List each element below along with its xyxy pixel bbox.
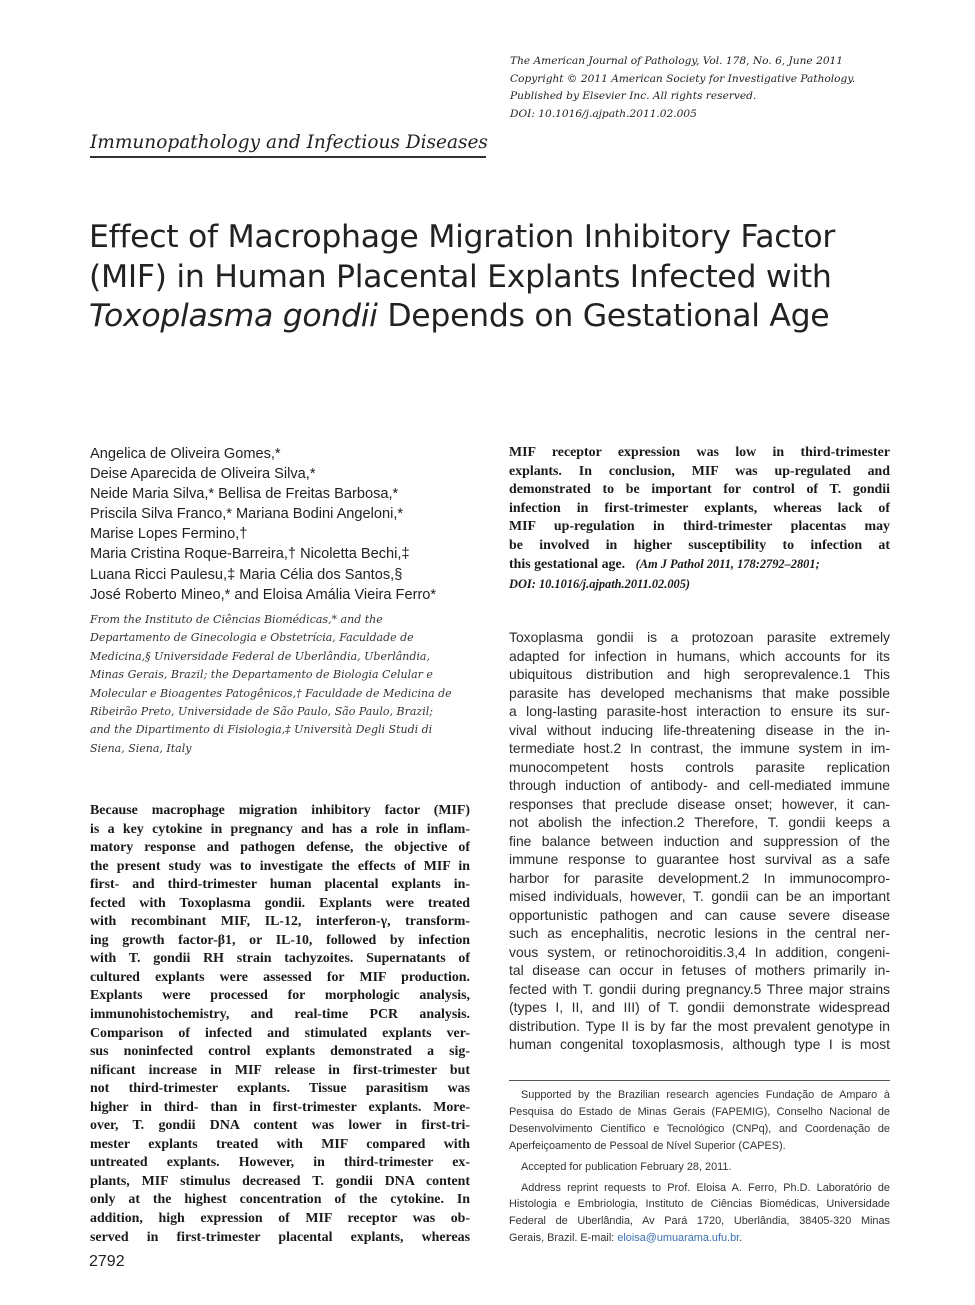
abstract-line: with T. gondii RH strain tachyzoites. Supernatants of [90, 951, 470, 967]
abstract-line: nificant increase in MIF release in first-trimester but [90, 1062, 470, 1078]
affiliation-line: and the Dipartimento di Fisiologia,‡ Università Degli Studi di [90, 723, 433, 737]
body-line: opportunistic pathogen and can cause severe disease [509, 906, 890, 923]
accepted-date: Accepted for publication February 28, 2011. [521, 1160, 732, 1173]
abstract-line: Explants were processed for morphologic analysis, [90, 988, 470, 1004]
abstract-line: MIF up-regulation in third-trimester placentas may [509, 519, 890, 535]
author-line: Neide Maria Silva,* Bellisa de Freitas Barbosa,* [90, 486, 399, 503]
author-line: Angelica de Oliveira Gomes,* [90, 446, 281, 462]
author-line: Priscila Silva Franco,* Mariana Bodini Angeloni,* [90, 506, 404, 523]
author-line: Maria Cristina Roque-Barreira,† Nicoletta Bechi,‡ [90, 546, 410, 563]
funding-line: Supported by the Brazilian research agencies Fundação de Amparo à [521, 1089, 890, 1101]
abstract-line: served in first-trimester placental explants, whereas [90, 1229, 470, 1245]
body-line: responses that preclude disease onset; however, it can- [509, 795, 890, 812]
abstract-line: cultured explants were assessed for MIF production. [90, 969, 470, 985]
abstract-line: not third-trimester explants. Tissue parasitism was [90, 1081, 470, 1097]
abstract-line: infection in first-trimester explants, whereas lack of [509, 500, 890, 516]
citation-part-2: DOI: 10.1016/j.ajpath.2011.02.005) [509, 576, 691, 591]
abstract-line: demonstrated to be important for control of T. gondii [509, 482, 890, 498]
journal-citation-header [510, 53, 910, 123]
page-number: 2792 [89, 1253, 125, 1270]
abstract-line: mester explants treated with MIF compared with [90, 1136, 470, 1152]
author-line: Luana Ricci Paulesu,‡ Maria Célia dos Santos,§ [90, 566, 403, 583]
affiliation-line: Minas Gerais, Brazil; the Departamento de Biologia Celular e [90, 668, 433, 682]
abstract-line: first- and third-trimester human placental explants in- [90, 877, 470, 893]
publisher-line: Published by Elsevier Inc. All rights reserved. [510, 90, 757, 103]
affiliations [90, 611, 470, 758]
body-line: ubiquitous distribution and high seroprevalence.1 This [509, 666, 890, 682]
abstract-right-column [509, 444, 890, 593]
funding-line: Desenvolvimento Científico e Tecnológico (CNPq), and Coordenação de [509, 1122, 890, 1135]
abstract-line: with recombinant MIF, IL-12, interferon-γ, transform- [90, 914, 470, 930]
address-end: Gerais, Brazil. E-mail: [509, 1232, 618, 1245]
body-line: harbor for parasite development.2 In immunocompro- [509, 869, 890, 886]
address-period: . [739, 1232, 743, 1245]
abstract-line: higher in third- than in first-trimester explants. More- [90, 1099, 470, 1115]
abstract-line: immunohistochemistry, and real-time PCR analysis. [90, 1007, 470, 1023]
email-link[interactable]: eloisa@umuarama.ufu.br [617, 1232, 740, 1245]
body-line: fine balance between induction and suppression of the [509, 832, 890, 849]
abstract-line: untreated explants. However, in third-trimester ex- [90, 1155, 470, 1171]
footnotes [509, 1080, 890, 1247]
abstract-line: Comparison of infected and stimulated explants ver- [90, 1025, 470, 1041]
body-line: human congenital toxoplasmosis, although type I is most [509, 1036, 890, 1052]
body-line: not abolish the infection.2 Therefore, T. gondii keeps a [509, 814, 890, 830]
title-line-1: Effect of Macrophage Migration Inhibitory Factor [89, 219, 835, 255]
body-line: (types I, II, and III) of T. gondii demonstrate widespread [509, 999, 890, 1015]
abstract-line: only at the highest concentration of the cytokine. In [90, 1192, 470, 1208]
abstract-line: ing growth factor-β1, or IL-10, followed by infection [90, 932, 470, 948]
abstract-line: the present study was to investigate the effects of MIF in [90, 858, 470, 874]
abstract-line: Because macrophage migration inhibitory factor (MIF) [90, 803, 470, 818]
address-line: Histologia e Embriologia, Instituto de Ciências Biomédicas, Universidade [509, 1198, 890, 1211]
body-line: termediate host.2 In contrast, the immune system in im- [509, 740, 890, 756]
title-line-2: (MIF) in Human Placental Explants Infected with [89, 258, 832, 295]
author-line: Deise Aparecida de Oliveira Silva,* [90, 466, 316, 483]
body-line: vous system, or retinochoroiditis.3,4 In addition, congeni- [509, 943, 890, 960]
author-line: José Roberto Mineo,* and Eloisa Amália Vieira Ferro* [90, 586, 437, 603]
body-line: munocompetent hosts controls parasite replication [509, 758, 890, 775]
address-line: Federal de Uberlândia, Av Pará 1720, Uberlândia, 38405-320 Minas [509, 1215, 890, 1228]
abstract-line-with-citation [509, 555, 890, 575]
funding-line: Pesquisa do Estado de Minas Gerais (FAPEMIG), Conselho Nacional de [509, 1105, 890, 1118]
citation-part-1: (Am J Pathol 2011, 178:2792–2801; [635, 557, 820, 572]
body-line: mised individuals, however, T. gondii can be an important [509, 888, 890, 904]
abstract-line: MIF receptor expression was low in third-trimester [509, 445, 890, 460]
address-line: Address reprint requests to Prof. Eloisa A. Ferro, Ph.D. Laboratório de [521, 1181, 890, 1194]
body-line: tal disease can occur in fetuses of mothers primarily in- [509, 962, 890, 978]
abstract-line: explants. In conclusion, MIF was up-regulated and [509, 463, 890, 479]
body-line: a long-lasting parasite-host interaction to ensure its sur- [509, 703, 890, 719]
address-line-email [509, 1230, 890, 1247]
abstract-left-column [90, 802, 470, 1247]
body-line: vival without inducing life-threatening disease in the in- [509, 721, 890, 738]
affiliation-line: Medicina,§ Universidade Federal de Uberlândia, Uberlândia, [90, 649, 430, 663]
section-heading: Immunopathology and Infectious Diseases [90, 130, 486, 158]
funding-line: Aperfeiçoamento de Pessoal de Nível Superior (CAPES). [509, 1139, 786, 1152]
abstract-line: matory response and pathogen defense, the objective of [90, 840, 470, 856]
body-line: through induction of antibody- and cell-mediated immune [509, 777, 890, 793]
author-line: Marise Lopes Fermino,† [90, 526, 248, 543]
abstract-line: is a key cytokine in pregnancy and has a role in inflam- [90, 821, 470, 837]
body-line: immune response to guarantee host survival as a safe [509, 851, 890, 867]
body-line: fected with T. gondii during pregnancy.5 Three major strains [509, 980, 890, 997]
affiliation-line: Ribeirão Preto, Universidade de São Paulo, São Paulo, Brazil; [90, 705, 433, 719]
organism-name: Toxoplasma gondii [89, 298, 378, 334]
affiliation-line: Siena, Siena, Italy [90, 741, 192, 755]
affiliation-line: Departamento de Ginecologia e Obstetrícia, Faculdade de [90, 631, 414, 645]
body-line: parasite has developed mechanisms that make possible [509, 684, 890, 701]
abstract-line: over, T. gondii DNA content was lower in first-tri- [90, 1118, 470, 1134]
introduction-text [509, 628, 890, 1054]
abstract-line: fected with Toxoplasma gondii. Explants were treated [90, 895, 470, 911]
article-title [89, 218, 909, 337]
title-line-3 [89, 297, 909, 337]
body-line: distribution. Type II is by far the most prevalent genotype in [509, 1017, 890, 1034]
copyright-line: Copyright © 2011 American Society for Investigative Pathology. [510, 72, 856, 85]
affiliation-line: Molecular e Bioagentes Patogênicos,† Faculdade de Medicina de [90, 686, 452, 700]
body-line: adapted for infection in humans, which accounts for its [509, 647, 890, 664]
journal-line: The American Journal of Pathology, Vol. 178, No. 6, June 2011 [510, 55, 844, 67]
title-line-3-rest: Depends on Gestational Age [377, 298, 830, 334]
abstract-final-text: this gestational age. [509, 557, 626, 573]
doi-line: DOI: 10.1016/j.ajpath.2011.02.005 [510, 107, 697, 120]
abstract-line: plants, MIF stimulus decreased T. gondii DNA content [90, 1173, 470, 1189]
author-list [90, 444, 490, 605]
abstract-line: sus noninfected control explants demonstrated a sig- [90, 1044, 470, 1060]
affiliation-line: From the Instituto de Ciências Biomédicas,* and the [90, 613, 383, 626]
body-line: such as encephalitis, necrotic lesions in the central ner- [509, 925, 890, 941]
abstract-line: be involved in higher susceptibility to infection at [509, 537, 890, 553]
body-line: Toxoplasma gondii is a protozoan parasite extremely [509, 629, 890, 645]
abstract-line: addition, high expression of MIF receptor was ob- [90, 1211, 470, 1227]
